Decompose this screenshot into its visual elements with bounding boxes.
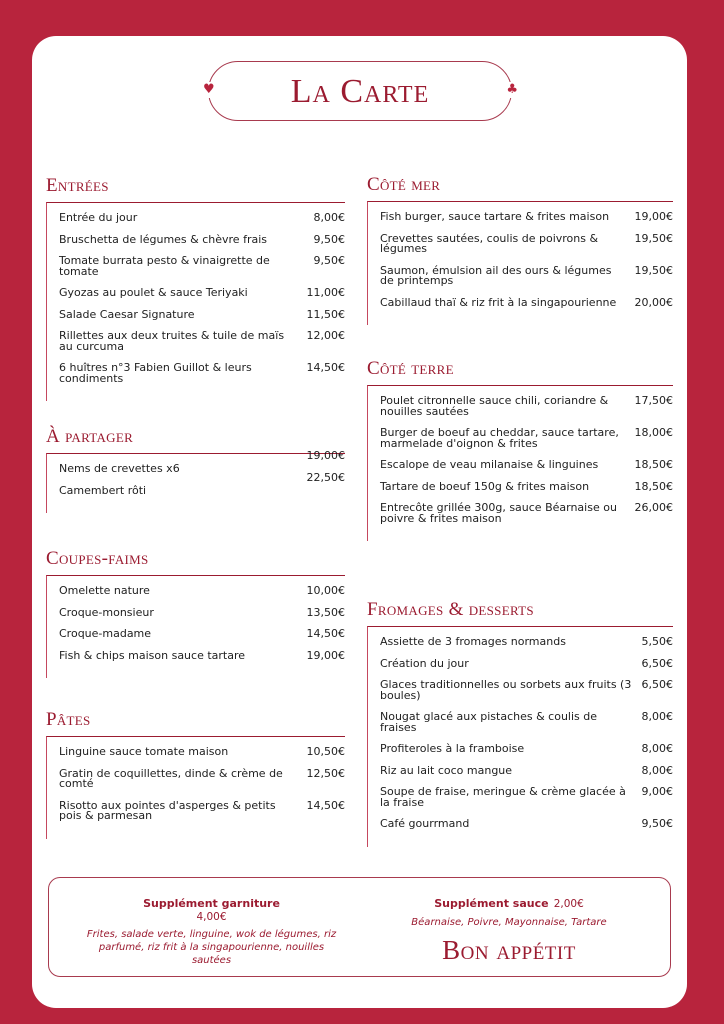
menu-item bbox=[59, 648, 345, 662]
menu-item bbox=[59, 605, 345, 619]
menu-item bbox=[380, 396, 673, 417]
menu-item bbox=[380, 656, 673, 670]
section-pates bbox=[46, 710, 345, 839]
section-items bbox=[367, 626, 673, 847]
item-name: Fish & chips maison sauce tartare bbox=[59, 648, 246, 662]
item-price: 11,00€ bbox=[306, 286, 345, 299]
menu-item bbox=[59, 213, 345, 224]
sauce-label: Supplément sauce bbox=[434, 897, 549, 910]
item-name: Création du jour bbox=[380, 656, 469, 670]
item-price: 19,00€ bbox=[306, 648, 345, 662]
menu-item bbox=[380, 263, 673, 287]
item-name: Omelette nature bbox=[59, 584, 150, 597]
item-price: 10,00€ bbox=[306, 584, 345, 597]
section-title: Côté terre bbox=[367, 358, 454, 379]
section-coupes bbox=[46, 549, 345, 678]
item-price: 10,50€ bbox=[306, 745, 345, 758]
section-title: À partager bbox=[46, 426, 134, 447]
item-name: Poulet citronnelle sauce chili, coriandre & nouilles sautées bbox=[380, 394, 609, 418]
garniture-list: Frites, salade verte, linguine, wok de légumes, riz parfumé, riz frit à la singapourienne, nouilles sautées bbox=[86, 929, 337, 966]
menu-item bbox=[59, 363, 345, 384]
menu-item bbox=[380, 637, 673, 648]
item-name: Fish burger, sauce tartare & frites maison bbox=[380, 210, 610, 223]
item-name: Assiette de 3 fromages normands bbox=[380, 635, 566, 648]
item-name: Gratin de coquillettes, dinde & crème de comté bbox=[59, 766, 283, 790]
section-desserts bbox=[367, 600, 673, 847]
heart-icon: ♥ bbox=[203, 82, 215, 97]
item-price: 20,00€ bbox=[634, 295, 673, 309]
item-name: Glaces traditionnelles ou sorbets aux fruits (3 boules) bbox=[380, 678, 632, 702]
menu-item bbox=[59, 331, 345, 352]
item-price: 8,00€ bbox=[641, 710, 673, 723]
item-name: Burger de boeuf au cheddar, sauce tartare, marmelade d'oignon & frites bbox=[380, 426, 619, 450]
menu-item bbox=[380, 231, 673, 255]
item-price: 19,50€ bbox=[634, 263, 673, 277]
menu-item bbox=[59, 307, 345, 321]
item-price: 9,50€ bbox=[641, 817, 673, 830]
menu-item bbox=[59, 766, 345, 790]
section-mer bbox=[367, 175, 673, 325]
item-price: 18,50€ bbox=[634, 458, 673, 471]
item-price: 18,50€ bbox=[634, 479, 673, 493]
item-price: 19,00€ bbox=[634, 210, 673, 223]
section-entrees bbox=[46, 176, 345, 401]
item-price: 17,50€ bbox=[634, 394, 673, 407]
menu-item bbox=[59, 470, 345, 497]
item-name: Entrée du jour bbox=[59, 211, 138, 224]
section-title: Côté mer bbox=[367, 174, 441, 195]
item-price: 8,00€ bbox=[641, 763, 673, 777]
item-name: Croque-madame bbox=[59, 627, 152, 640]
section-title: Fromages & desserts bbox=[367, 599, 534, 620]
item-price: 13,50€ bbox=[306, 605, 345, 619]
section-title: Entrées bbox=[46, 175, 109, 196]
menu-item bbox=[380, 479, 673, 493]
menu-item bbox=[380, 819, 673, 830]
title-banner bbox=[203, 61, 518, 121]
menu-item bbox=[59, 449, 345, 475]
section-items bbox=[46, 575, 345, 678]
section-terre bbox=[367, 359, 673, 541]
item-name: Escalope de veau milanaise & linguines bbox=[380, 458, 599, 471]
item-price: 14,50€ bbox=[306, 798, 345, 812]
item-price: 19,00€ bbox=[306, 449, 345, 462]
menu-item bbox=[380, 744, 673, 755]
section-title: Pâtes bbox=[46, 709, 91, 730]
item-name: Nougat glacé aux pistaches & coulis de fraises bbox=[380, 710, 598, 734]
page-title: La Carte bbox=[290, 73, 430, 110]
garniture-label: Supplément garniture bbox=[143, 897, 280, 910]
section-items bbox=[46, 202, 345, 401]
section-items bbox=[46, 736, 345, 839]
item-name: Soupe de fraise, meringue & crème glacée à la fraise bbox=[380, 785, 626, 809]
menu-item bbox=[380, 428, 673, 449]
garniture-price: 4,00€ bbox=[196, 911, 227, 923]
menu-item bbox=[59, 586, 345, 597]
section-items bbox=[46, 449, 345, 513]
menu-item bbox=[380, 503, 673, 524]
item-name: Rillettes aux deux truites & tuile de maïs au curcuma bbox=[59, 329, 285, 353]
item-price: 19,50€ bbox=[634, 231, 673, 245]
menu-item bbox=[380, 787, 673, 808]
menu-item bbox=[59, 256, 345, 277]
item-name: 6 huîtres n°3 Fabien Guillot & leurs condiments bbox=[59, 361, 252, 385]
menu-item bbox=[380, 295, 673, 309]
item-name: Bruschetta de légumes & chèvre frais bbox=[59, 232, 267, 246]
item-price: 5,50€ bbox=[641, 635, 673, 648]
menu-item bbox=[59, 288, 345, 299]
item-name: Cabillaud thaï & riz frit à la singapourienne bbox=[380, 295, 617, 309]
item-price: 11,50€ bbox=[306, 307, 345, 321]
item-price: 12,50€ bbox=[306, 766, 345, 780]
item-price: 8,00€ bbox=[641, 742, 673, 755]
item-name: Tomate burrata pesto & vinaigrette de tomate bbox=[59, 254, 270, 278]
sauce-list: Béarnaise, Poivre, Mayonnaise, Tartare bbox=[411, 917, 607, 928]
closing-text: Bon appétit bbox=[442, 935, 576, 965]
sauce-price: 2,00€ bbox=[553, 898, 584, 910]
item-price: 8,00€ bbox=[313, 211, 345, 224]
item-price: 14,50€ bbox=[306, 361, 345, 374]
menu-item bbox=[380, 460, 673, 471]
club-icon: ♣ bbox=[506, 82, 518, 97]
section-items bbox=[367, 201, 673, 325]
item-name: Risotto aux pointes d'asperges & petits pois & parmesan bbox=[59, 798, 276, 822]
item-name: Riz au lait coco mangue bbox=[380, 763, 513, 777]
section-partager bbox=[46, 427, 345, 513]
item-price: 14,50€ bbox=[306, 627, 345, 640]
menu-item bbox=[59, 629, 345, 640]
item-name: Crevettes sautées, coulis de poivrons & légumes bbox=[380, 231, 599, 255]
item-price: 12,00€ bbox=[306, 329, 345, 342]
section-title: Coupes-faims bbox=[46, 548, 149, 569]
item-price: 9,50€ bbox=[313, 254, 345, 267]
item-price: 9,00€ bbox=[641, 785, 673, 798]
item-price: 6,50€ bbox=[641, 678, 673, 691]
item-name: Linguine sauce tomate maison bbox=[59, 745, 229, 758]
item-name: Saumon, émulsion ail des ours & légumes de printemps bbox=[380, 263, 612, 287]
menu-item bbox=[380, 712, 673, 733]
item-name: Entrecôte grillée 300g, sauce Béarnaise ou poivre & frites maison bbox=[380, 501, 617, 525]
menu-item bbox=[380, 680, 673, 701]
item-name: Tartare de boeuf 150g & frites maison bbox=[380, 479, 590, 493]
menu-item bbox=[380, 763, 673, 777]
item-price: 22,50€ bbox=[306, 470, 345, 484]
section-items bbox=[367, 385, 673, 541]
item-price: 26,00€ bbox=[634, 501, 673, 514]
menu-item bbox=[59, 232, 345, 246]
item-name: Croque-monsieur bbox=[59, 605, 154, 619]
item-price: 9,50€ bbox=[313, 232, 345, 246]
item-name: Nems de crevettes x6 bbox=[59, 462, 180, 475]
item-name: Café gourrmand bbox=[380, 817, 470, 830]
item-name: Camembert rôti bbox=[59, 483, 147, 497]
item-price: 18,00€ bbox=[634, 426, 673, 439]
item-name: Gyozas au poulet & sauce Teriyaki bbox=[59, 286, 248, 299]
item-name: Profiteroles à la framboise bbox=[380, 742, 525, 755]
supplements-box bbox=[48, 877, 671, 977]
item-name: Salade Caesar Signature bbox=[59, 307, 195, 321]
menu-item bbox=[59, 747, 345, 758]
item-price: 6,50€ bbox=[641, 656, 673, 670]
menu-item bbox=[380, 212, 673, 223]
menu-item bbox=[59, 798, 345, 822]
